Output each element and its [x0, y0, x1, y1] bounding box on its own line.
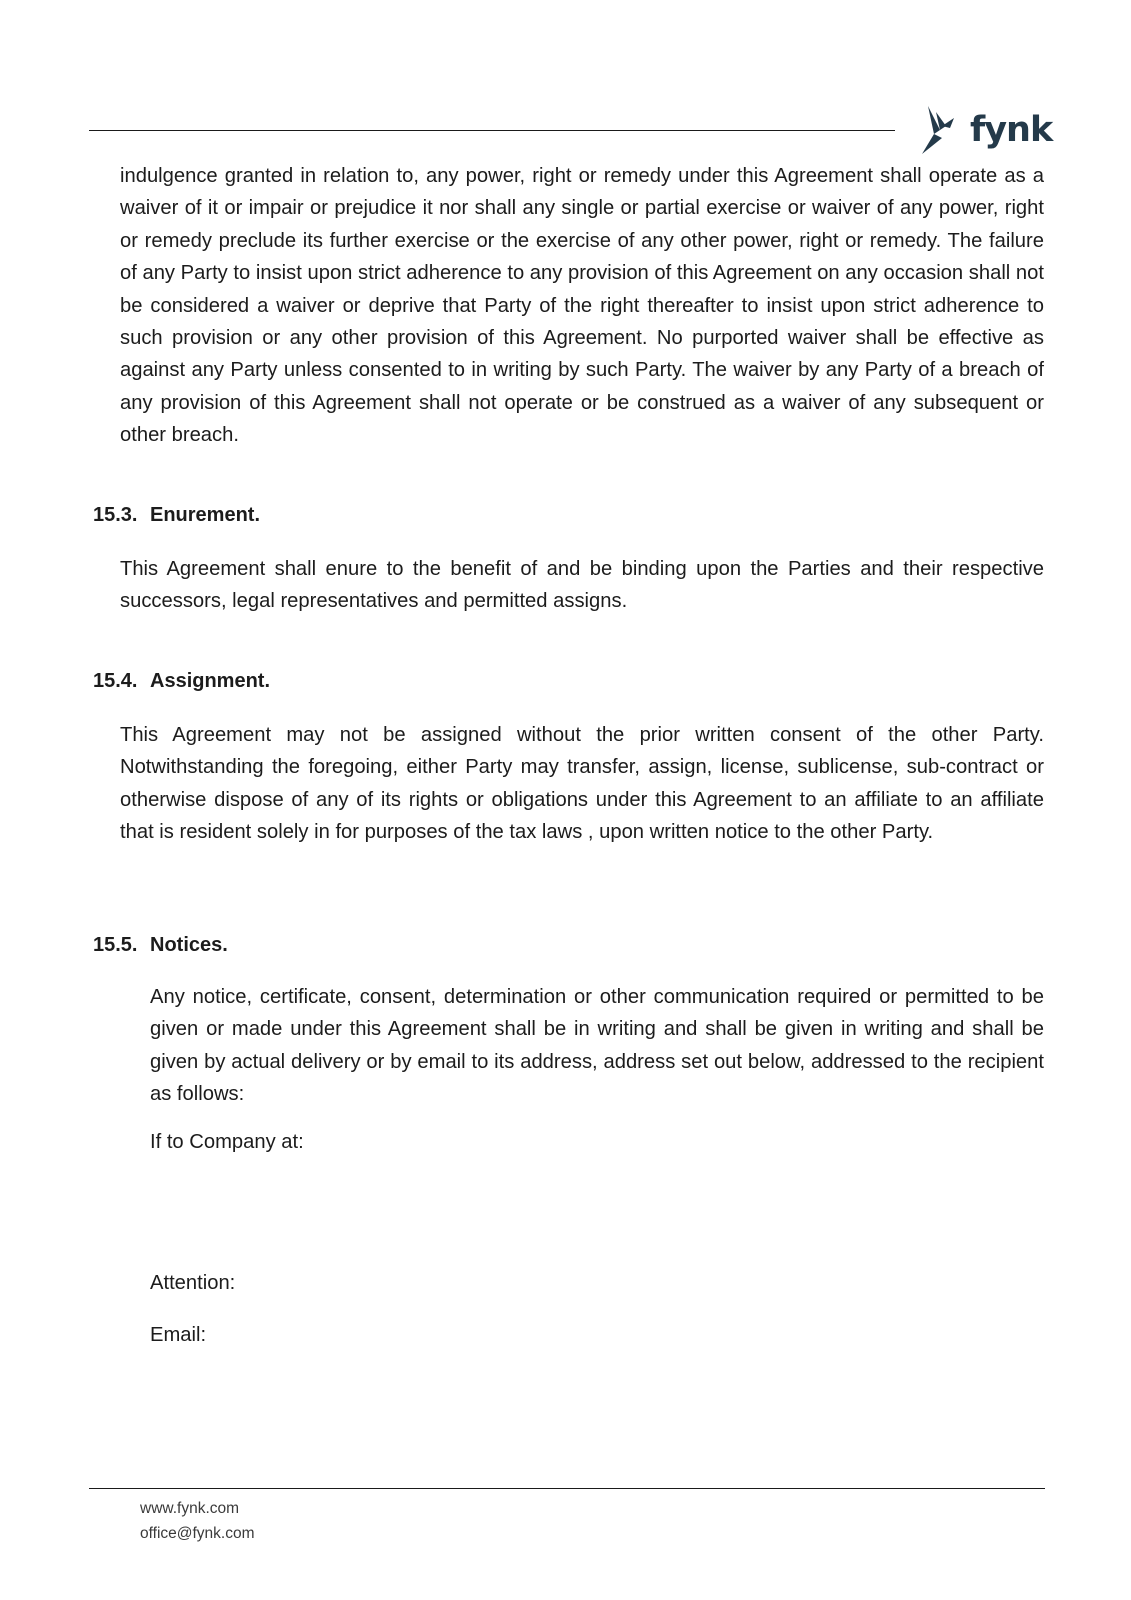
section-heading-notices: [93, 934, 228, 957]
notice-attention-line: Attention:: [150, 1272, 236, 1294]
section-text-enurement: This Agreement shall enure to the benefit of and be binding upon the Parties and their respective successors, legal representatives and permitted assigns.: [120, 558, 1044, 613]
section-text-assignment: This Agreement may not be assigned without the prior written consent of the other Party. Notwithstanding the foregoing, either Party may transfer, assign, license, sublicense, sub-contract or otherwise dispose of any of its rights or obligations under this Agreement to an affiliate to an affiliate that is resident solely in for purposes of the tax laws , upon written notice to the other Party.: [120, 724, 1044, 844]
notice-email-line: Email:: [150, 1324, 207, 1346]
section-number: 15.5.: [93, 934, 138, 956]
footer-divider: [89, 1488, 1045, 1489]
bird-icon: [920, 104, 964, 156]
clause-15-2-continuation: indulgence granted in relation to, any power, right or remedy under this Agreement shall operate as a waiver of it or impair or prejudice it nor shall any single or partial exercise or waiver of any power, right or remedy preclude its further exercise or the exercise of any other power, right or remedy. The failure of any Party to insist upon strict adherence to any provision of this Agreement on any occasion shall not be considered a waiver or deprive that Party of the right thereafter to insist upon strict adherence to such provision or any other provision of this Agreement. No purported waiver shall be effective as against any Party unless consented to in writing by such Party. The waiver by any Party of a breach of any provision of this Agreement shall not operate or be construed as a waiver of any subsequent or other breach.: [120, 165, 1044, 447]
section-title: Enurement.: [150, 504, 261, 526]
footer-email: office@fynk.com: [140, 1525, 255, 1542]
section-heading-enurement: [93, 504, 260, 527]
section-heading-assignment: [93, 670, 270, 693]
section-title: Notices.: [150, 934, 228, 956]
section-number: 15.3.: [93, 504, 138, 526]
header-divider: [89, 130, 895, 131]
fynk-logo: [920, 104, 1052, 156]
footer-website: www.fynk.com: [140, 1500, 240, 1517]
notice-company-line: If to Company at:: [150, 1131, 304, 1153]
section-title: Assignment.: [150, 670, 271, 692]
section-text-notices: Any notice, certificate, consent, determination or other communication required or permitted to be given or made under this Agreement shall be in writing and shall be given in writing and shall be given by actual delivery or by email to its address, address set out below, addressed to the recipient as follows:: [150, 986, 1044, 1106]
logo-wordmark: fynk: [970, 109, 1053, 150]
section-number: 15.4.: [93, 670, 138, 692]
